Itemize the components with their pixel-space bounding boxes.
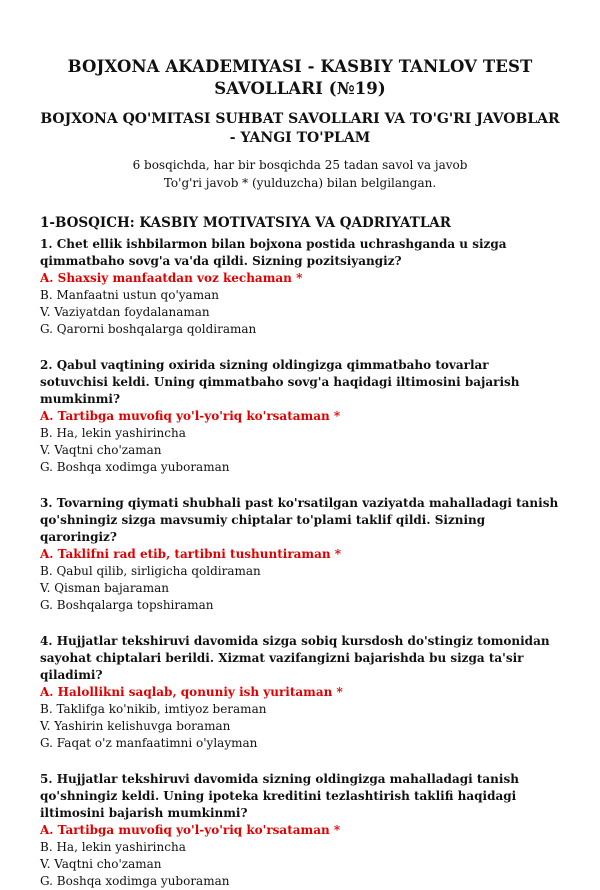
answer-option: B. Qabul qilib, sirligicha qoldiraman <box>40 564 261 578</box>
answer-option-correct: A. Taklifni rad etib, tartibni tushuntiraman * <box>40 547 342 561</box>
answer-option-correct: A. Shaxsiy manfaatdan voz kechaman * <box>40 271 303 285</box>
answer-option: G. Boshqalarga topshiraman <box>40 598 214 612</box>
question-text: 4. Hujjatlar tekshiruvi davomida sizga sobiq kursdosh do'stingiz tomonidan sayohat chiptalari berildi. Xizmat vazifangizni bajarishda bu sizga ta'sir qiladimi? <box>40 634 550 682</box>
answer-option: V. Vaqtni cho'zaman <box>40 443 162 457</box>
answer-option: V. Yashirin kelishuvga boraman <box>40 719 231 733</box>
answer-option: B. Ha, lekin yashirincha <box>40 426 186 440</box>
question-text: 5. Hujjatlar tekshiruvi davomida sizning oldingizga mahalladagi tanish qo'shningiz keldi. Uning ipoteka kreditini tezlashtirish taklifi haqidagi iltimosini bajarish mumkinmi? <box>40 772 519 820</box>
question-block <box>40 771 560 890</box>
answer-option: G. Boshqa xodimga yuboraman <box>40 874 230 888</box>
answer-option-correct: A. Halollikni saqlab, qonuniy ish yuritaman * <box>40 685 343 699</box>
question-block <box>40 633 560 752</box>
answer-option: B. Manfaatni ustun qo'yaman <box>40 288 219 302</box>
answer-option-correct: A. Tartibga muvofiq yo'l-yo'riq ko'rsataman * <box>40 409 341 423</box>
answer-option: V. Qisman bajaraman <box>40 581 169 595</box>
info-line-stages: 6 bosqichda, har bir bosqichda 25 tadan savol va javob <box>132 158 468 172</box>
question-text: 2. Qabul vaqtining oxirida sizning oldingizga qimmatbaho tovarlar sotuvchisi keldi. Uning qimmatbaho sovg'a haqidagi iltimosini bajarish mumkinmi? <box>40 358 520 406</box>
answer-option: V. Vaqtni cho'zaman <box>40 857 162 871</box>
answer-option-correct: A. Tartibga muvofiq yo'l-yo'riq ko'rsataman * <box>40 823 341 837</box>
question-block <box>40 495 560 614</box>
answer-option: B. Taklifga ko'nikib, imtiyoz beraman <box>40 702 267 716</box>
document-title: BOJXONA AKADEMIYASI - KASBIY TANLOV TEST SAVOLLARI (№19) <box>67 57 533 98</box>
document-subtitle: BOJXONA QO'MITASI SUHBAT SAVOLLARI VA TO'G'RI JAVOBLAR - YANGI TO'PLAM <box>40 111 560 146</box>
document-page <box>0 56 600 888</box>
question-text: 3. Tovarning qiymati shubhali past ko'rsatilgan vaziyatda mahalladagi tanish qo'shningiz sizga mavsumiy chiptalar to'plami taklif qildi. Sizning qaroringiz? <box>40 496 559 544</box>
answer-option: V. Vaziyatdan foydalanaman <box>40 305 210 319</box>
question-block <box>40 236 560 338</box>
stage-heading: 1-BOSQICH: KASBIY MOTIVATSIYA VA QADRIYATLAR <box>40 215 451 231</box>
answer-option: G. Boshqa xodimga yuboraman <box>40 460 230 474</box>
answer-option: G. Qarorni boshqalarga qoldiraman <box>40 322 257 336</box>
answer-option: B. Ha, lekin yashirincha <box>40 840 186 854</box>
info-line-legend: To'g'ri javob * (yulduzcha) bilan belgilangan. <box>163 176 437 190</box>
question-text: 1. Chet ellik ishbilarmon bilan bojxona postida uchrashganda u sizga qimmatbaho sovg'a va'da qildi. Sizning pozitsiyangiz? <box>40 237 507 268</box>
answer-option: G. Faqat o'z manfaatimni o'ylayman <box>40 736 258 750</box>
question-block <box>40 357 560 476</box>
